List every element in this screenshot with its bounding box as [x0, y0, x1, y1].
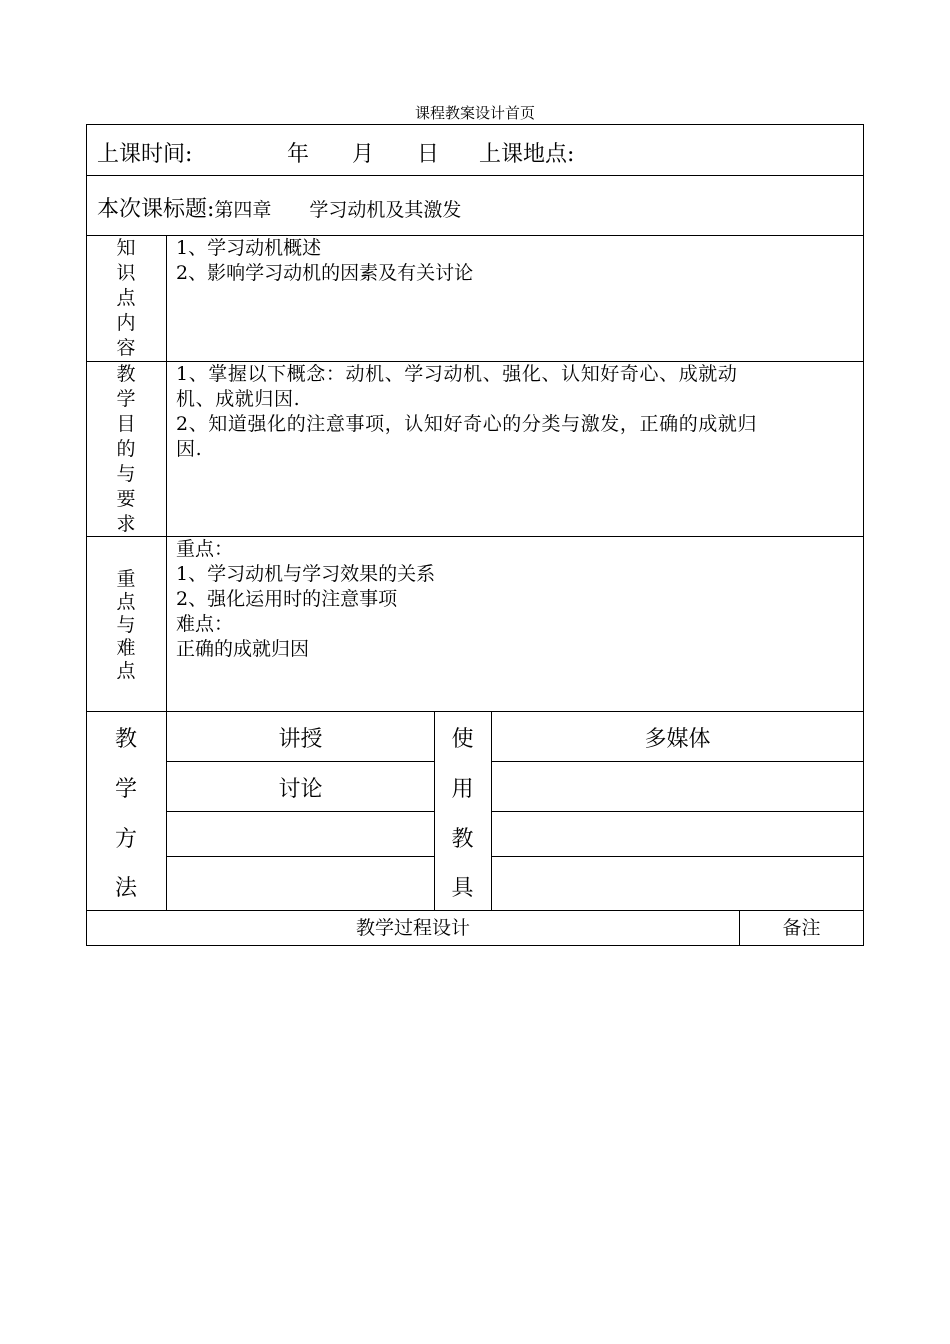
- class-time-label: 上课时间:: [97, 142, 193, 167]
- divider: [87, 175, 863, 176]
- class-place-label: 上课地点:: [479, 142, 575, 167]
- keypoints-line: 正确的成就归因: [176, 638, 310, 660]
- knowledge-label: 知 识 点 内 容: [116, 237, 136, 359]
- objectives-line: 2、知道强化的注意事项，认知好奇心的分类与激发，正确的成就归: [176, 413, 758, 435]
- tool-item: 多媒体: [644, 727, 711, 752]
- label-column-divider: [166, 235, 167, 711]
- methods-label-char: 方: [114, 827, 137, 852]
- method-item: 讲授: [278, 727, 323, 752]
- page-title: 课程教案设计首页: [414, 104, 535, 122]
- divider: [166, 856, 434, 857]
- day-label: 日: [417, 142, 440, 167]
- methods-label-char: 学: [114, 777, 137, 802]
- objectives-label: 教 学 目 的 与 要 求: [116, 363, 136, 535]
- knowledge-line: 2、影响学习动机的因素及有关讨论: [176, 262, 474, 284]
- objectives-line: 因.: [176, 438, 203, 460]
- tools-label-char: 具: [451, 876, 474, 901]
- objectives-line: 1、掌握以下概念：动机、学习动机、强化、认知好奇心、成就动: [176, 363, 738, 385]
- divider: [166, 811, 434, 812]
- process-design-label: 教学过程设计: [355, 917, 470, 939]
- knowledge-line: 1、学习动机概述: [176, 237, 322, 259]
- keypoints-label: 重 点 与 难 点: [116, 568, 136, 682]
- knowledge-content: [176, 236, 473, 286]
- year-label: 年: [287, 142, 310, 167]
- keypoints-content: [176, 537, 435, 662]
- methods-label-char: 法: [114, 876, 137, 901]
- keypoints-line: 难点：: [176, 613, 234, 635]
- month-label: 月: [352, 142, 375, 167]
- tools-label-char: 使: [451, 727, 474, 752]
- divider: [491, 761, 863, 762]
- topic-line: [97, 192, 461, 223]
- tools-label-char: 用: [451, 777, 474, 802]
- lesson-plan-form: [86, 124, 864, 946]
- objectives-content: [176, 362, 856, 462]
- divider: [166, 761, 434, 762]
- method-item: 讨论: [278, 777, 323, 802]
- tools-label-char: 教: [451, 827, 474, 852]
- topic-value: 第四章 学习动机及其激发: [214, 199, 462, 221]
- divider: [491, 856, 863, 857]
- methods-label-char: 教: [114, 727, 137, 752]
- keypoints-line: 重点：: [176, 538, 234, 560]
- divider: [87, 910, 863, 911]
- objectives-line: 机、成就归因.: [176, 388, 301, 410]
- remarks-label: 备注: [782, 917, 821, 939]
- divider: [87, 711, 863, 712]
- keypoints-line: 1、学习动机与学习效果的关系: [176, 563, 436, 585]
- divider: [491, 811, 863, 812]
- topic-label: 本次课标题:: [97, 197, 215, 222]
- keypoints-line: 2、强化运用时的注意事项: [176, 588, 398, 610]
